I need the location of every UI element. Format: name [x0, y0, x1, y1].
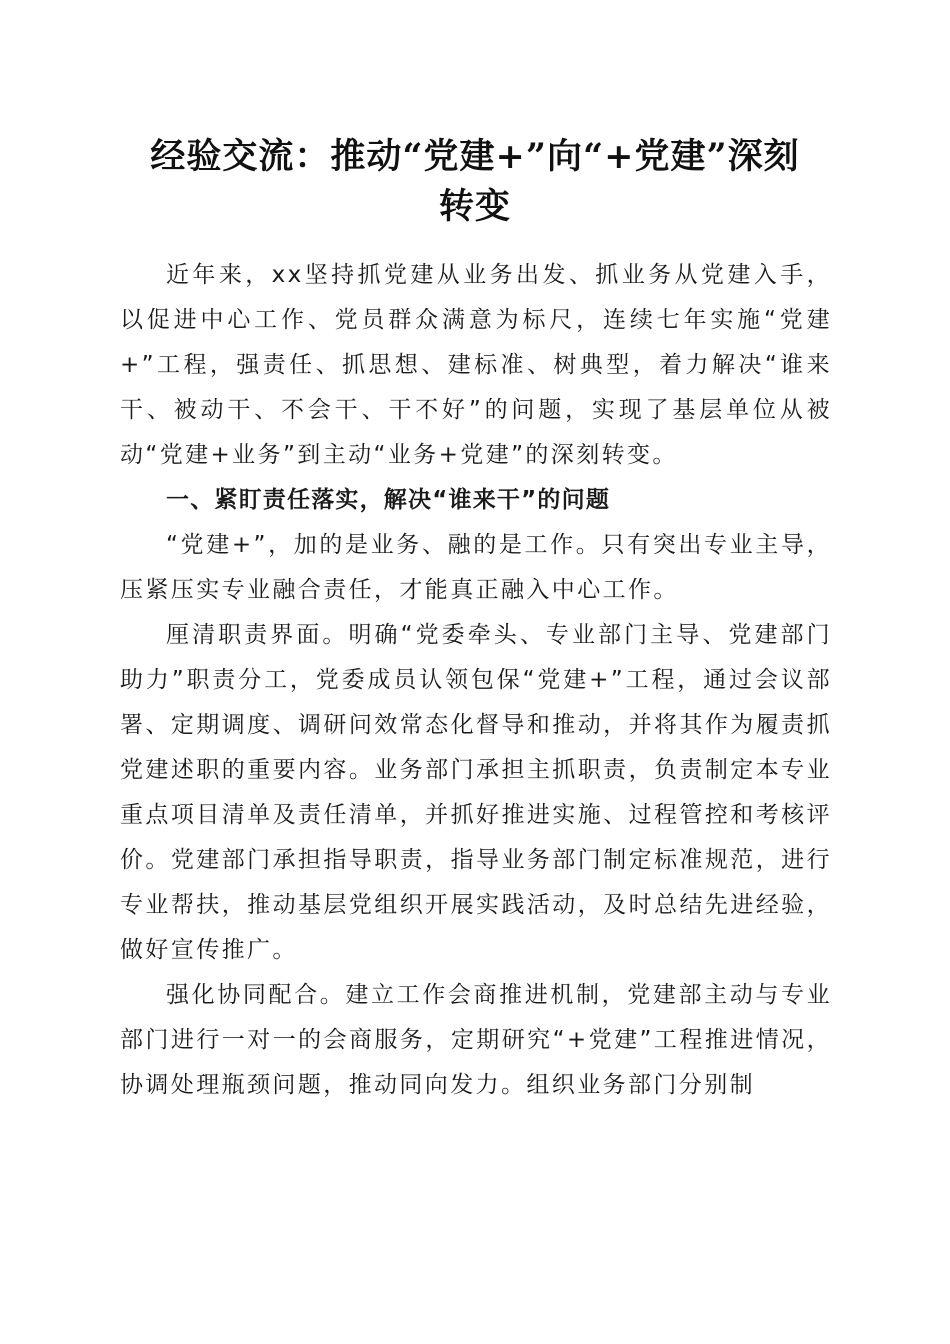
intro-paragraph: 近年来，xx坚持抓党建从业务出发、抓业务从党建入手，以促进中心工作、党员群众满意为标尺，连续七年实施“党建+”工程，强责任、抓思想、建标准、树典型，着力解决“谁来干、被动干、不会干、干不好”的问题，实现了基层单位从被动“党建+业务”到主动“业务+党建”的深刻转变。: [120, 262, 832, 468]
coordination-paragraph: 强化协同配合。建立工作会商推进机制，党建部主动与专业部门进行一对一的会商服务，定期研究“+党建”工程推进情况，协调处理瓶颈问题，推动同向发力。组织业务部门分别制: [120, 982, 832, 1098]
document-body: [120, 253, 832, 1108]
duties-paragraph: 厘清职责界面。明确“党委牵头、专业部门主导、党建部门助力”职责分工，党委成员认领包保“党建+”工程，通过会议部署、定期调度、调研问效常态化督导和推动，并将其作为履责抓党建述职的重要内容。业务部门承担主抓职责，负责制定本专业重点项目清单及责任清单，并抓好推进实施、过程管控和考核评价。党建部门承担指导职责，指导业务部门制定标准规范，进行专业帮扶，推动基层党组织开展实践活动，及时总结先进经验，做好宣传推广。: [120, 622, 832, 963]
title-line-2: 转变: [438, 186, 511, 227]
document-title: [100, 132, 850, 232]
section-1-paragraph: “党建+”，加的是业务、融的是工作。只有突出专业主导，压紧压实专业融合责任，才能真正融入中心工作。: [120, 532, 832, 603]
title-line-1: 经验交流：推动“党建+”向“+党建”深刻: [150, 136, 800, 177]
section-heading-1: 一、紧盯责任落实，解决“谁来干”的问题: [166, 487, 611, 513]
